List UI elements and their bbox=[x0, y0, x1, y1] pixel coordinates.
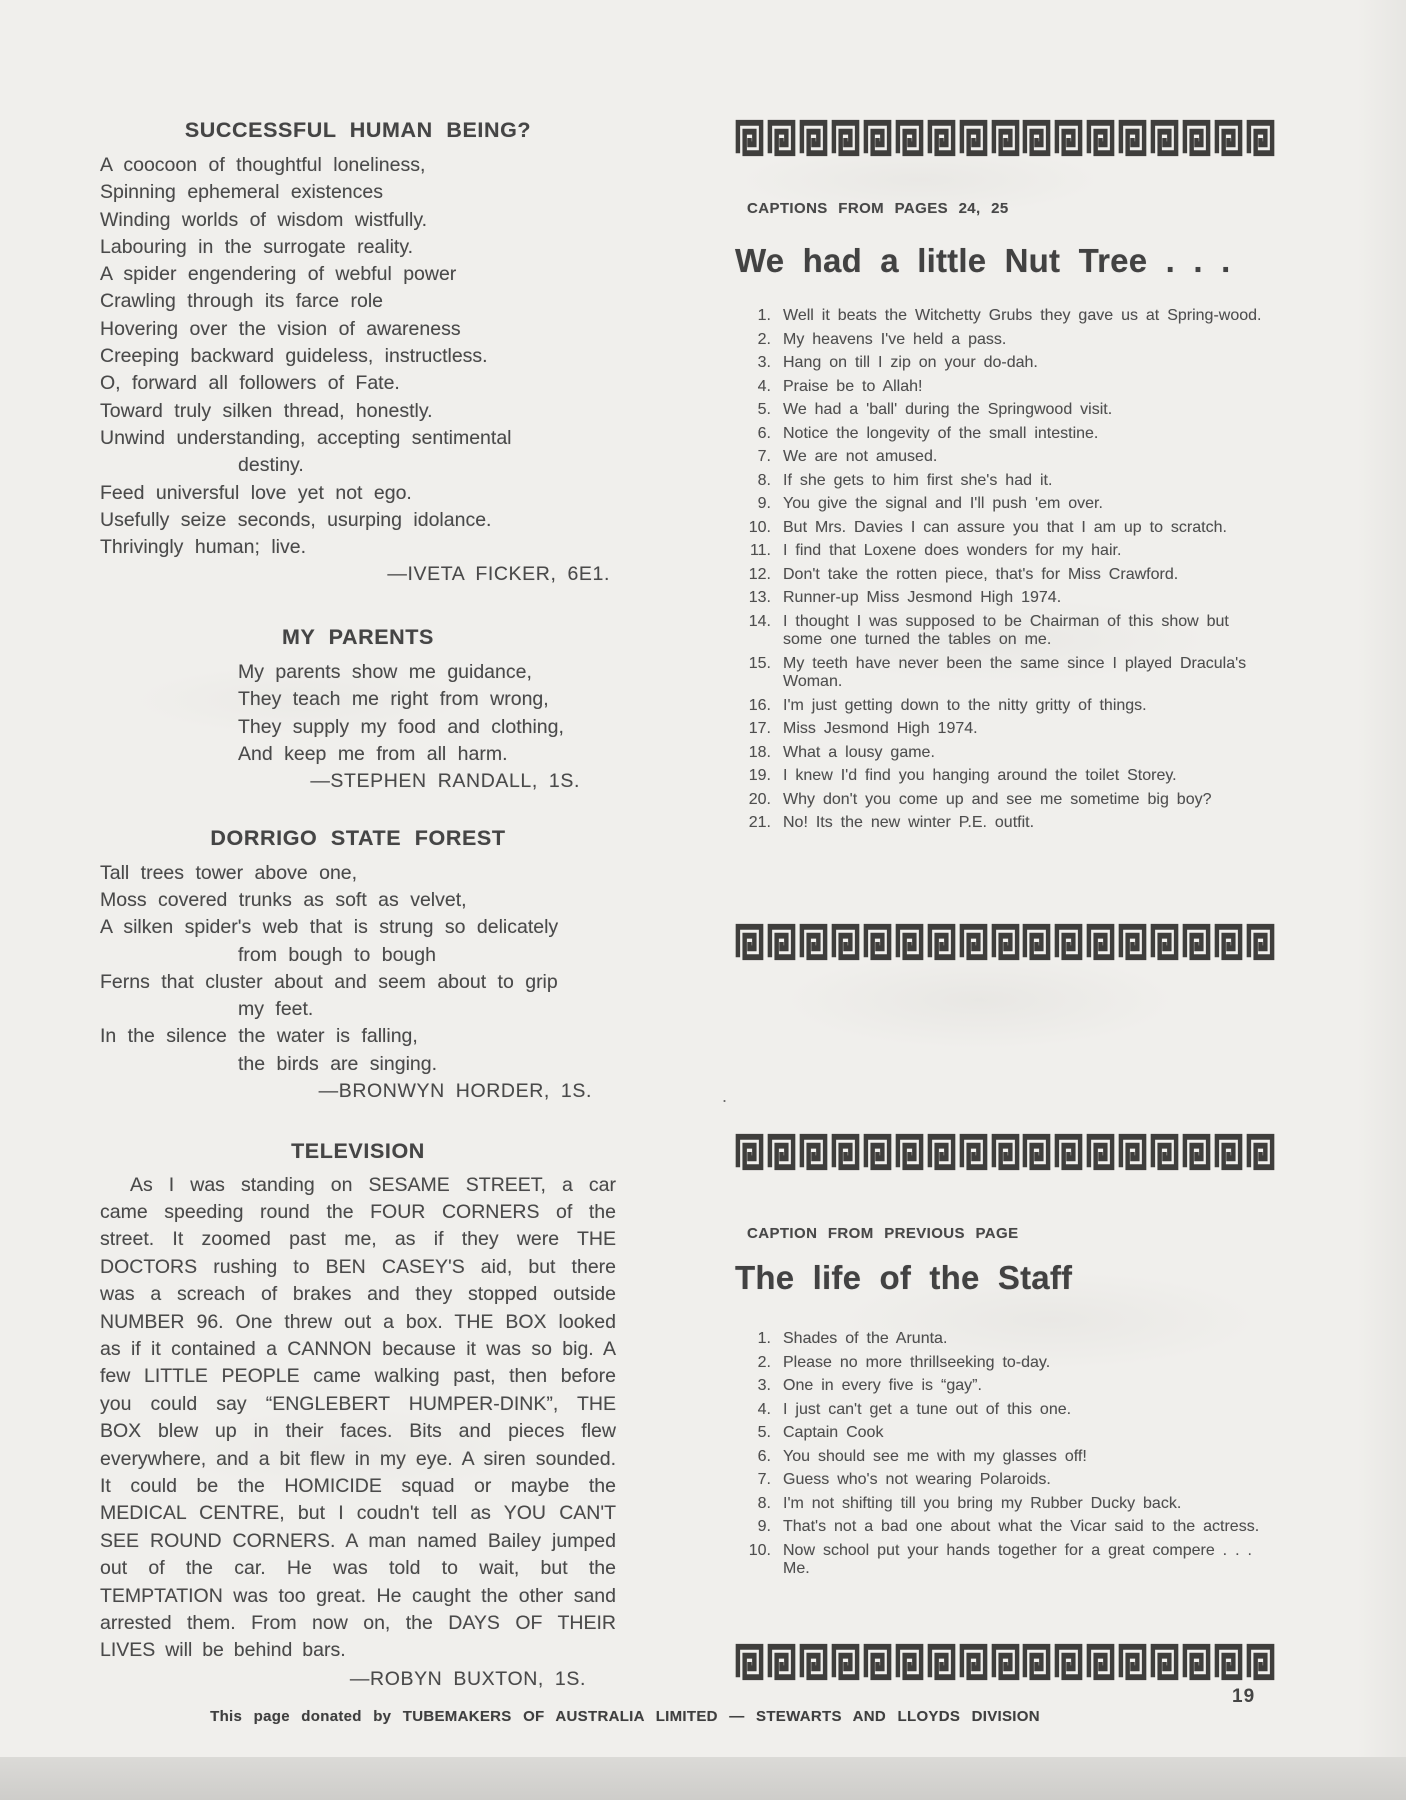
greek-key-icon bbox=[735, 1133, 764, 1171]
poem-line: from bough to bough bbox=[238, 943, 436, 966]
captions-label-pages-24-25: CAPTIONS FROM PAGES 24, 25 bbox=[747, 200, 1009, 217]
poem-line: Winding worlds of wisdom wistfully. bbox=[100, 208, 428, 231]
caption-item bbox=[735, 519, 1275, 538]
caption-text: I'm just getting down to the nitty gritty of things. bbox=[783, 696, 1147, 714]
poem-line: Moss covered trunks as soft as velvet, bbox=[100, 888, 467, 911]
caption-item bbox=[735, 613, 1275, 650]
greek-key-icon bbox=[1246, 1133, 1275, 1171]
caption-item bbox=[735, 448, 1275, 467]
caption-text: We are not amused. bbox=[783, 448, 938, 465]
poem-line: A coocoon of thoughtful loneliness, bbox=[100, 154, 426, 176]
caption-item bbox=[735, 401, 1275, 420]
greek-key-icon bbox=[1086, 923, 1115, 961]
greek-key-icon bbox=[831, 1133, 860, 1171]
caption-item bbox=[735, 767, 1275, 786]
greek-key-icon bbox=[927, 1643, 956, 1681]
greek-key-icon bbox=[1214, 1133, 1243, 1171]
caption-item bbox=[735, 589, 1275, 608]
poem-dorrigo-state-forest bbox=[100, 860, 616, 1078]
caption-item bbox=[735, 542, 1275, 561]
caption-number: 11. bbox=[749, 542, 771, 559]
page-number: 19 bbox=[1232, 1686, 1256, 1707]
caption-text: No! Its the new winter P.E. outfit. bbox=[783, 814, 1035, 831]
caption-text: I just can't get a tune out of this one. bbox=[783, 1400, 1072, 1418]
greek-key-icon bbox=[1118, 1643, 1147, 1681]
greek-key-icon bbox=[1118, 923, 1147, 961]
scan-edge-strip bbox=[0, 1757, 1406, 1800]
greek-key-icon bbox=[831, 1643, 860, 1681]
greek-key-icon bbox=[1150, 1643, 1179, 1681]
caption-item bbox=[735, 472, 1275, 491]
greek-key-icon bbox=[831, 923, 860, 961]
greek-key-icon bbox=[1182, 923, 1211, 961]
caption-item bbox=[735, 655, 1275, 692]
poem-line: Usefully seize seconds, usurping idolance. bbox=[100, 508, 492, 531]
caption-item bbox=[735, 1542, 1275, 1579]
greek-key-icon bbox=[1150, 1133, 1179, 1171]
greek-key-icon bbox=[767, 119, 796, 157]
greek-key-icon bbox=[767, 923, 796, 961]
poem-line: A spider engendering of webful power bbox=[100, 263, 457, 286]
greek-key-icon bbox=[735, 923, 764, 961]
caption-number: 1. bbox=[757, 307, 771, 324]
greek-key-icon bbox=[959, 119, 988, 157]
caption-number: 8. bbox=[757, 471, 771, 489]
caption-text: You give the signal and I'll push 'em over. bbox=[783, 495, 1103, 512]
caption-item bbox=[735, 1495, 1275, 1514]
caption-number: 21. bbox=[748, 814, 771, 831]
poem-line: They supply my food and clothing, bbox=[238, 715, 564, 738]
caption-number: 5. bbox=[757, 401, 771, 418]
greek-key-icon bbox=[799, 1133, 828, 1171]
caption-text: Don't take the rotten piece, that's for Miss Crawford. bbox=[783, 565, 1179, 583]
caption-text: One in every five is “gay”. bbox=[783, 1377, 982, 1394]
caption-number: 2. bbox=[757, 330, 771, 348]
caption-item bbox=[735, 331, 1275, 350]
story-title-television: TELEVISION bbox=[291, 1138, 425, 1163]
caption-number: 16. bbox=[748, 696, 771, 714]
greek-key-icon bbox=[1022, 1133, 1051, 1171]
caption-text: I knew I'd find you hanging around the toilet Storey. bbox=[783, 767, 1177, 784]
greek-key-icon bbox=[991, 1643, 1020, 1681]
caption-item bbox=[735, 697, 1275, 716]
caption-text: My teeth have never been the same since I played Dracula's Woman. bbox=[783, 654, 1247, 690]
greek-key-icon bbox=[959, 1643, 988, 1681]
caption-item bbox=[735, 1471, 1275, 1490]
caption-number: 19. bbox=[748, 767, 771, 784]
greek-key-icon bbox=[863, 1643, 892, 1681]
greek-key-icon bbox=[1182, 1133, 1211, 1171]
caption-text: What a lousy game. bbox=[783, 743, 935, 761]
greek-key-icon bbox=[927, 119, 956, 157]
caption-text: Runner-up Miss Jesmond High 1974. bbox=[783, 589, 1062, 606]
greek-key-border bbox=[735, 1643, 1275, 1681]
caption-number: 4. bbox=[757, 1400, 771, 1418]
caption-item bbox=[735, 566, 1275, 585]
greek-key-icon bbox=[991, 119, 1020, 157]
poem-line: They teach me right from wrong, bbox=[238, 688, 549, 711]
caption-number: 7. bbox=[757, 448, 771, 465]
caption-item bbox=[735, 378, 1275, 397]
greek-key-icon bbox=[895, 1643, 924, 1681]
poem-title-my-parents: MY PARENTS bbox=[282, 624, 434, 649]
greek-key-icon bbox=[863, 119, 892, 157]
caption-number: 12. bbox=[748, 565, 771, 583]
greek-key-icon bbox=[1182, 1643, 1211, 1681]
greek-key-icon bbox=[767, 1643, 796, 1681]
caption-item bbox=[735, 1448, 1275, 1467]
section-title-life-of-staff: The life of the Staff bbox=[735, 1259, 1073, 1296]
caption-number: 8. bbox=[757, 1494, 771, 1512]
poem-line: destiny. bbox=[238, 454, 304, 477]
caption-number: 13. bbox=[748, 589, 771, 606]
caption-item bbox=[735, 814, 1275, 833]
caption-item bbox=[735, 307, 1275, 326]
greek-key-icon bbox=[1246, 119, 1275, 157]
caption-number: 7. bbox=[757, 1471, 771, 1488]
footer-donation-line: This page donated by TUBEMAKERS OF AUSTRALIA LIMITED — STEWARTS AND LLOYDS DIVISION bbox=[210, 1708, 1040, 1725]
poem-line: Ferns that cluster about and seem about to grip bbox=[100, 970, 558, 993]
caption-item bbox=[735, 720, 1275, 739]
greek-key-icon bbox=[1246, 923, 1275, 961]
greek-key-icon bbox=[863, 1133, 892, 1171]
caption-list-life-of-staff bbox=[735, 1330, 1275, 1584]
caption-text: Hang on till I zip on your do-dah. bbox=[783, 354, 1038, 371]
caption-text: Now school put your hands together for a great compere . . . Me. bbox=[783, 1541, 1252, 1577]
poem-line: Crawling through its farce role bbox=[100, 290, 384, 313]
caption-item bbox=[735, 425, 1275, 444]
poem-line: Creeping backward guideless, instructless. bbox=[100, 345, 488, 368]
story-television-text: As I was standing on SESAME STREET, a car came speeding round the FOUR CORNERS of the street. It zoomed past me, as if they were THE DOCTORS rushing to BEN CASEY'S aid, but there was a screach of brakes and they stopped outside NUMBER 96. One threw out a box. THE BOX looked as if it contained a CANNON because it was so big. A few LITTLE PEOPLE came walking past, then before you could say “ENGLEBERT HUMPER-DINK”, THE BOX blew up in their faces. Bits and pieces flew everywhere, and a bit flew in my eye. A siren sounded. It could be the HOMICIDE squad or maybe the MEDICAL CENTRE, but I coudn't tell as YOU CAN'T SEE ROUND CORNERS. A man named Bailey jumped out of the car. He was told to wait, but the TEMPTATION was too great. He caught the other sand arrested them. From now on, the DAYS OF THEIR LIVES will be behind bars. bbox=[100, 1173, 616, 1662]
caption-number: 14. bbox=[748, 612, 771, 630]
caption-number: 10. bbox=[748, 518, 771, 536]
caption-number: 17. bbox=[748, 720, 771, 737]
caption-text: We had a 'ball' during the Springwood visit. bbox=[783, 401, 1113, 418]
caption-label-previous-page: CAPTION FROM PREVIOUS PAGE bbox=[747, 1225, 1019, 1242]
caption-number: 3. bbox=[757, 354, 771, 371]
caption-item bbox=[735, 1518, 1275, 1537]
caption-item bbox=[735, 1401, 1275, 1420]
poem-my-parents bbox=[100, 659, 616, 768]
caption-text: Praise be to Allah! bbox=[783, 377, 923, 395]
caption-item bbox=[735, 1330, 1275, 1349]
caption-number: 6. bbox=[757, 424, 771, 442]
greek-key-border bbox=[735, 1133, 1275, 1171]
poem-line: Unwind understanding, accepting sentimental bbox=[100, 426, 512, 449]
poem-line: O, forward all followers of Fate. bbox=[100, 372, 400, 395]
caption-number: 3. bbox=[757, 1377, 771, 1394]
greek-key-icon bbox=[1118, 1133, 1147, 1171]
greek-key-icon bbox=[767, 1133, 796, 1171]
scan-speck: . bbox=[722, 1086, 728, 1106]
greek-key-icon bbox=[1086, 119, 1115, 157]
caption-text: Notice the longevity of the small intestine. bbox=[783, 424, 1099, 442]
caption-number: 15. bbox=[748, 654, 771, 672]
greek-key-icon bbox=[1118, 119, 1147, 157]
caption-text: Please no more thrillseeking to-day. bbox=[783, 1353, 1051, 1371]
caption-list-nut-tree bbox=[735, 307, 1275, 838]
poem-line: A silken spider's web that is strung so delicately bbox=[100, 916, 559, 939]
caption-text: Well it beats the Witchetty Grubs they gave us at Spring-wood. bbox=[783, 307, 1262, 324]
caption-number: 4. bbox=[757, 377, 771, 395]
poem-signature: —STEPHEN RANDALL, 1S. bbox=[310, 770, 580, 793]
caption-item bbox=[735, 1377, 1275, 1396]
caption-number: 5. bbox=[757, 1424, 771, 1441]
greek-key-icon bbox=[1054, 1133, 1083, 1171]
caption-text: Miss Jesmond High 1974. bbox=[783, 720, 978, 737]
greek-key-icon bbox=[895, 119, 924, 157]
greek-key-icon bbox=[959, 1133, 988, 1171]
greek-key-icon bbox=[1214, 923, 1243, 961]
greek-key-icon bbox=[799, 923, 828, 961]
greek-key-icon bbox=[1086, 1643, 1115, 1681]
poem-line: my feet. bbox=[238, 998, 314, 1021]
greek-key-icon bbox=[1054, 119, 1083, 157]
caption-text: But Mrs. Davies I can assure you that I am up to scratch. bbox=[783, 518, 1227, 536]
caption-text: Shades of the Arunta. bbox=[783, 1330, 948, 1347]
caption-text: Captain Cook bbox=[783, 1424, 884, 1441]
caption-item bbox=[735, 744, 1275, 763]
poem-line: Tall trees tower above one, bbox=[100, 861, 358, 884]
caption-text: If she gets to him first she's had it. bbox=[783, 471, 1053, 489]
caption-number: 2. bbox=[757, 1353, 771, 1371]
poem-signature: —BRONWYN HORDER, 1S. bbox=[318, 1080, 592, 1103]
greek-key-icon bbox=[927, 1133, 956, 1171]
caption-text: Why don't you come up and see me sometime big boy? bbox=[783, 790, 1212, 808]
poem-title-successful-human-being: SUCCESSFUL HUMAN BEING? bbox=[184, 118, 532, 142]
poem-line: Spinning ephemeral existences bbox=[100, 181, 384, 204]
poem-title-dorrigo-state-forest: DORRIGO STATE FOREST bbox=[210, 825, 506, 850]
caption-text: My heavens I've held a pass. bbox=[783, 330, 1007, 348]
greek-key-icon bbox=[1150, 119, 1179, 157]
greek-key-icon bbox=[1022, 119, 1051, 157]
right-column bbox=[735, 105, 1275, 1765]
poem-line: And keep me from all harm. bbox=[238, 742, 508, 765]
greek-key-icon bbox=[895, 923, 924, 961]
greek-key-icon bbox=[1182, 119, 1211, 157]
caption-text: You should see me with my glasses off! bbox=[783, 1447, 1087, 1465]
poem-line: Hovering over the vision of awareness bbox=[100, 317, 461, 340]
poem-line: My parents show me guidance, bbox=[238, 660, 532, 683]
caption-text: I thought I was supposed to be Chairman of this show but some one turned the tables on me. bbox=[783, 612, 1229, 648]
greek-key-icon bbox=[1150, 923, 1179, 961]
section-title-nut-tree: We had a little Nut Tree . . . bbox=[735, 242, 1231, 279]
caption-number: 20. bbox=[748, 790, 771, 808]
greek-key-icon bbox=[959, 923, 988, 961]
greek-key-icon bbox=[1214, 119, 1243, 157]
poem-line: Labouring in the surrogate reality. bbox=[100, 235, 414, 258]
greek-key-icon bbox=[895, 1133, 924, 1171]
caption-text: I'm not shifting till you bring my Rubber Ducky back. bbox=[783, 1494, 1182, 1512]
poem-signature: —IVETA FICKER, 6E1. bbox=[387, 563, 610, 586]
caption-number: 10. bbox=[748, 1541, 771, 1559]
greek-key-icon bbox=[863, 923, 892, 961]
caption-number: 9. bbox=[757, 495, 771, 512]
story-signature: —ROBYN BUXTON, 1S. bbox=[349, 1667, 586, 1690]
greek-key-icon bbox=[831, 119, 860, 157]
greek-key-border bbox=[735, 923, 1275, 961]
caption-number: 9. bbox=[757, 1518, 771, 1535]
caption-item bbox=[735, 791, 1275, 810]
greek-key-icon bbox=[1086, 1133, 1115, 1171]
greek-key-border bbox=[735, 119, 1275, 157]
caption-text: That's not a bad one about what the Vicar said to the actress. bbox=[783, 1518, 1260, 1535]
caption-number: 18. bbox=[748, 743, 771, 761]
caption-item bbox=[735, 1354, 1275, 1373]
greek-key-icon bbox=[735, 1643, 764, 1681]
poem-line: Feed universful love yet not ego. bbox=[100, 481, 412, 504]
caption-item bbox=[735, 1424, 1275, 1443]
poem-successful-human-being bbox=[100, 152, 616, 561]
caption-text: I find that Loxene does wonders for my hair. bbox=[783, 542, 1122, 559]
greek-key-icon bbox=[1054, 923, 1083, 961]
poem-line: In the silence the water is falling, bbox=[100, 1025, 418, 1048]
poem-line: the birds are singing. bbox=[238, 1052, 438, 1075]
poem-line: Thrivingly human; live. bbox=[100, 536, 306, 559]
greek-key-icon bbox=[799, 119, 828, 157]
caption-item bbox=[735, 354, 1275, 373]
greek-key-icon bbox=[1214, 1643, 1243, 1681]
greek-key-icon bbox=[1054, 1643, 1083, 1681]
greek-key-icon bbox=[991, 1133, 1020, 1171]
greek-key-icon bbox=[1246, 1643, 1275, 1681]
caption-number: 6. bbox=[757, 1447, 771, 1465]
greek-key-icon bbox=[991, 923, 1020, 961]
greek-key-icon bbox=[927, 923, 956, 961]
caption-text: Guess who's not wearing Polaroids. bbox=[783, 1471, 1051, 1488]
caption-item bbox=[735, 495, 1275, 514]
poem-line: Toward truly silken thread, honestly. bbox=[100, 399, 433, 422]
left-column bbox=[100, 100, 616, 1693]
greek-key-icon bbox=[1022, 1643, 1051, 1681]
greek-key-icon bbox=[1022, 923, 1051, 961]
greek-key-icon bbox=[799, 1643, 828, 1681]
greek-key-icon bbox=[735, 119, 764, 157]
caption-number: 1. bbox=[757, 1330, 771, 1347]
